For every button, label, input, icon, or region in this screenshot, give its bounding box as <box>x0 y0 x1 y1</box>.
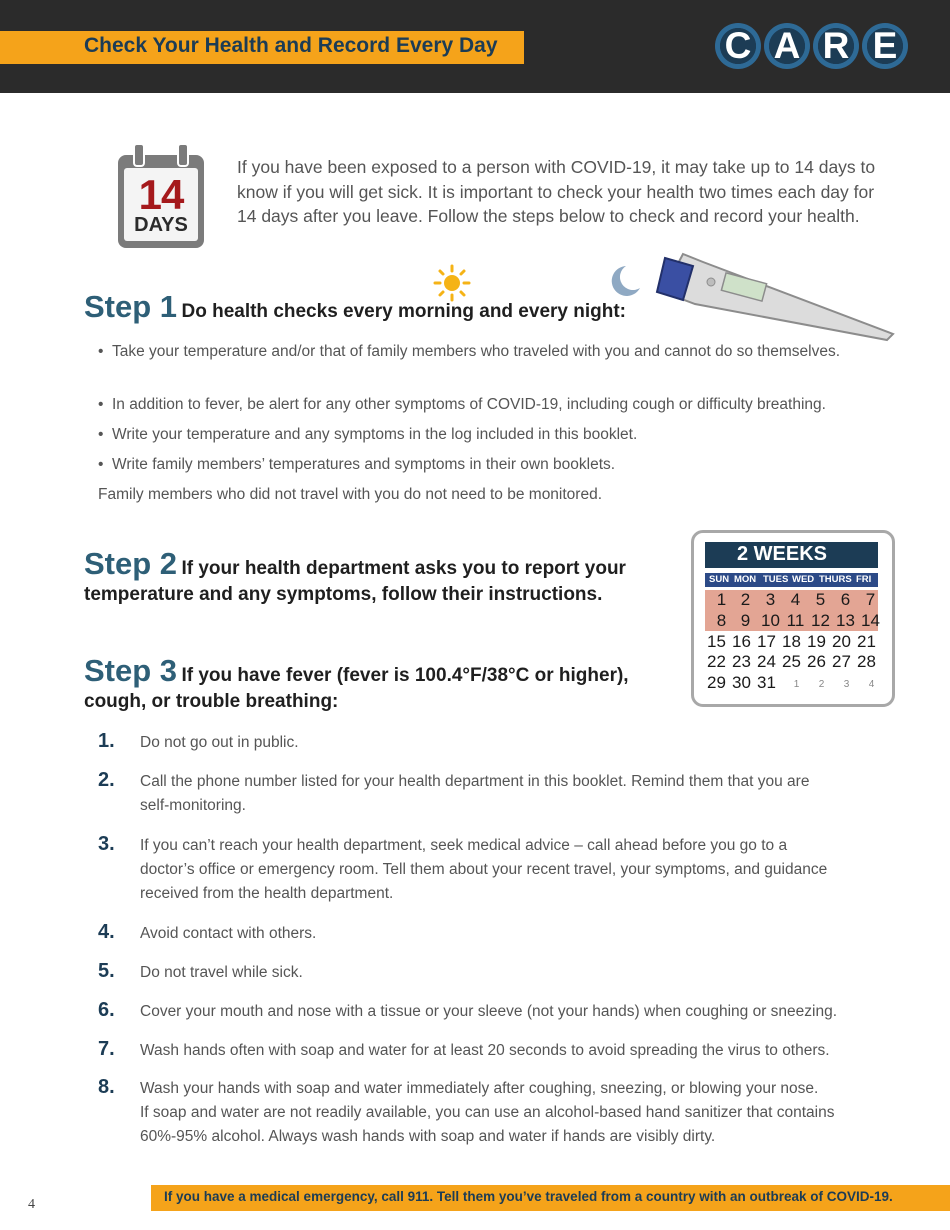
emergency-text: If you have a medical emergency, call 911. Tell them you’ve traveled from a country with an outbreak of COVID-19. <box>164 1189 893 1204</box>
calendar-days-label: DAYS <box>134 214 188 236</box>
step3-heading <box>84 653 629 689</box>
logo-letter-a: A <box>773 25 801 66</box>
logo-letter-r: R <box>822 25 850 66</box>
item-number: 4. <box>98 921 115 943</box>
bullet-dot: • <box>98 396 104 413</box>
bullet-text: Write family members’ temperatures and symptoms in their own booklets. <box>112 456 616 473</box>
list-item <box>140 961 900 985</box>
calendar-date: 17 <box>757 632 776 651</box>
item-line: Wash your hands with soap and water immediately after coughing, sneezing, or blowing your nose. <box>140 1080 819 1097</box>
item-line: Wash hands often with soap and water for at least 20 seconds to avoid spreading the virus to others. <box>140 1042 830 1059</box>
family-note: Family members who did not travel with you do not need to be monitored. <box>98 486 603 503</box>
item-line: self-monitoring. <box>140 797 246 814</box>
step3-title-line1: If you have fever (fever is 100.4°F/38°C or higher), <box>181 665 629 686</box>
calendar-date: 20 <box>832 632 851 651</box>
step1-title: Do health checks every morning and every night: <box>181 301 626 322</box>
item-line: received from the health department. <box>140 885 394 902</box>
calendar-date: 29 <box>707 673 726 692</box>
thermometer-icon <box>655 250 897 346</box>
calendar-date: 14 <box>861 611 880 630</box>
list-item <box>140 1000 900 1024</box>
calendar-date: 23 <box>732 652 751 671</box>
calendar-date: 2 <box>740 590 751 609</box>
list-item <box>140 731 900 755</box>
list-item <box>140 770 900 818</box>
item-number: 5. <box>98 960 115 982</box>
calendar-date: 18 <box>782 632 801 651</box>
item-number: 2. <box>98 769 115 791</box>
calendar-ring <box>133 143 145 167</box>
calendar-title: 2 WEEKS <box>737 543 828 565</box>
item-number: 8. <box>98 1076 115 1098</box>
weekday-label: WED <box>792 574 815 585</box>
weekday-label: THURS <box>819 574 852 585</box>
calendar-date: 31 <box>757 673 776 692</box>
calendar-weekday-bar <box>705 573 878 587</box>
calendar-grid <box>705 590 880 694</box>
calendar-date: 13 <box>836 611 855 630</box>
calendar-date: 15 <box>707 632 726 651</box>
item-number: 6. <box>98 999 115 1021</box>
calendar-date: 21 <box>857 632 876 651</box>
calendar-date: 1 <box>716 590 727 609</box>
page-title: Check Your Health and Record Every Day <box>84 34 498 57</box>
weekday-label: SUN <box>709 574 730 585</box>
step1-label: Step 1 <box>84 289 178 324</box>
step3-title-line2: cough, or trouble breathing: <box>84 691 339 712</box>
bullet-text: In addition to fever, be alert for any other symptoms of COVID-19, including cough or difficulty breathing. <box>112 396 826 413</box>
calendar-date-next-month: 4 <box>868 679 875 690</box>
calendar-date: 28 <box>857 652 876 671</box>
calendar-date: 4 <box>790 590 801 609</box>
step2-heading <box>84 546 626 582</box>
calendar-date-next-month: 1 <box>793 679 800 690</box>
list-item <box>140 1077 900 1149</box>
item-number: 7. <box>98 1038 115 1060</box>
bullet-text: Write your temperature and any symptoms in the log included in this booklet. <box>112 426 638 443</box>
page-number: 4 <box>28 1197 35 1212</box>
item-line: 60%-95% alcohol. Always wash hands with soap and water if hands are visibly dirty. <box>140 1128 716 1145</box>
calendar-date: 7 <box>865 590 876 609</box>
item-line: If you can’t reach your health department, seek medical advice – call ahead before you go to a <box>140 837 788 854</box>
calendar-date: 22 <box>707 652 726 671</box>
step2-label: Step 2 <box>84 546 178 581</box>
item-line: Cover your mouth and nose with a tissue or your sleeve (not your hands) when coughing or sneezing. <box>140 1003 838 1020</box>
list-item <box>98 423 898 446</box>
weekday-label: TUES <box>763 574 789 585</box>
calendar-date: 16 <box>732 632 751 651</box>
calendar-date: 11 <box>786 611 805 630</box>
list-item <box>140 834 900 906</box>
calendar-date: 19 <box>807 632 826 651</box>
item-line: Call the phone number listed for your health department in this booklet. Remind them that you are <box>140 773 810 790</box>
calendar-date: 24 <box>757 652 776 671</box>
intro-paragraph: If you have been exposed to a person with COVID-19, it may take up to 14 days to know if you will get sick. It is important to check your health two times each day for 14 days after you leave. Follow the steps below to check and record your health. <box>237 157 876 226</box>
step2-title-line2: temperature and any symptoms, follow their instructions. <box>84 584 603 605</box>
bullet-text: Take your temperature and/or that of family members who traveled with you and cannot do so themselves. <box>112 343 841 360</box>
calendar-date-next-month: 3 <box>843 679 850 690</box>
calendar-date-next-month: 2 <box>818 679 825 690</box>
calendar-date: 10 <box>761 611 780 630</box>
bullet-dot: • <box>98 343 104 360</box>
list-item <box>98 453 898 476</box>
calendar-date: 5 <box>815 590 826 609</box>
calendar-date: 3 <box>765 590 776 609</box>
calendar-number: 14 <box>138 171 184 218</box>
calendar-date: 25 <box>782 652 801 671</box>
item-line: Do not travel while sick. <box>140 964 303 981</box>
list-item <box>140 1039 900 1063</box>
weekday-label: MON <box>734 574 757 585</box>
calendar-date: 27 <box>832 652 851 671</box>
calendar-date: 9 <box>740 611 751 630</box>
item-line: If soap and water are not readily available, you can use an alcohol-based hand sanitizer that contains <box>140 1104 835 1121</box>
item-line: Avoid contact with others. <box>140 925 317 942</box>
logo-letter-e: E <box>872 25 898 66</box>
calendar-date: 26 <box>807 652 826 671</box>
step3-label: Step 3 <box>84 653 178 688</box>
calendar-ring <box>177 143 189 167</box>
calendar-title-bar <box>705 542 878 568</box>
list-item <box>98 393 898 416</box>
weekday-label: FRI <box>856 574 872 585</box>
calendar-date: 6 <box>840 590 851 609</box>
item-number: 3. <box>98 833 115 855</box>
calendar-date: 8 <box>716 611 727 630</box>
list-item <box>140 922 900 946</box>
logo-letter-c: C <box>724 25 752 66</box>
item-line: Do not go out in public. <box>140 734 299 751</box>
bullet-dot: • <box>98 456 104 473</box>
step1-heading <box>84 289 626 325</box>
list-item <box>98 340 898 363</box>
item-line: doctor’s office or emergency room. Tell them about your recent travel, your symptoms, and guidance <box>140 861 828 878</box>
bullet-dot: • <box>98 426 104 443</box>
item-number: 1. <box>98 730 115 752</box>
step2-title-line1: If your health department asks you to report your <box>181 558 626 579</box>
calendar-date: 30 <box>732 673 751 692</box>
calendar-date: 12 <box>811 611 830 630</box>
